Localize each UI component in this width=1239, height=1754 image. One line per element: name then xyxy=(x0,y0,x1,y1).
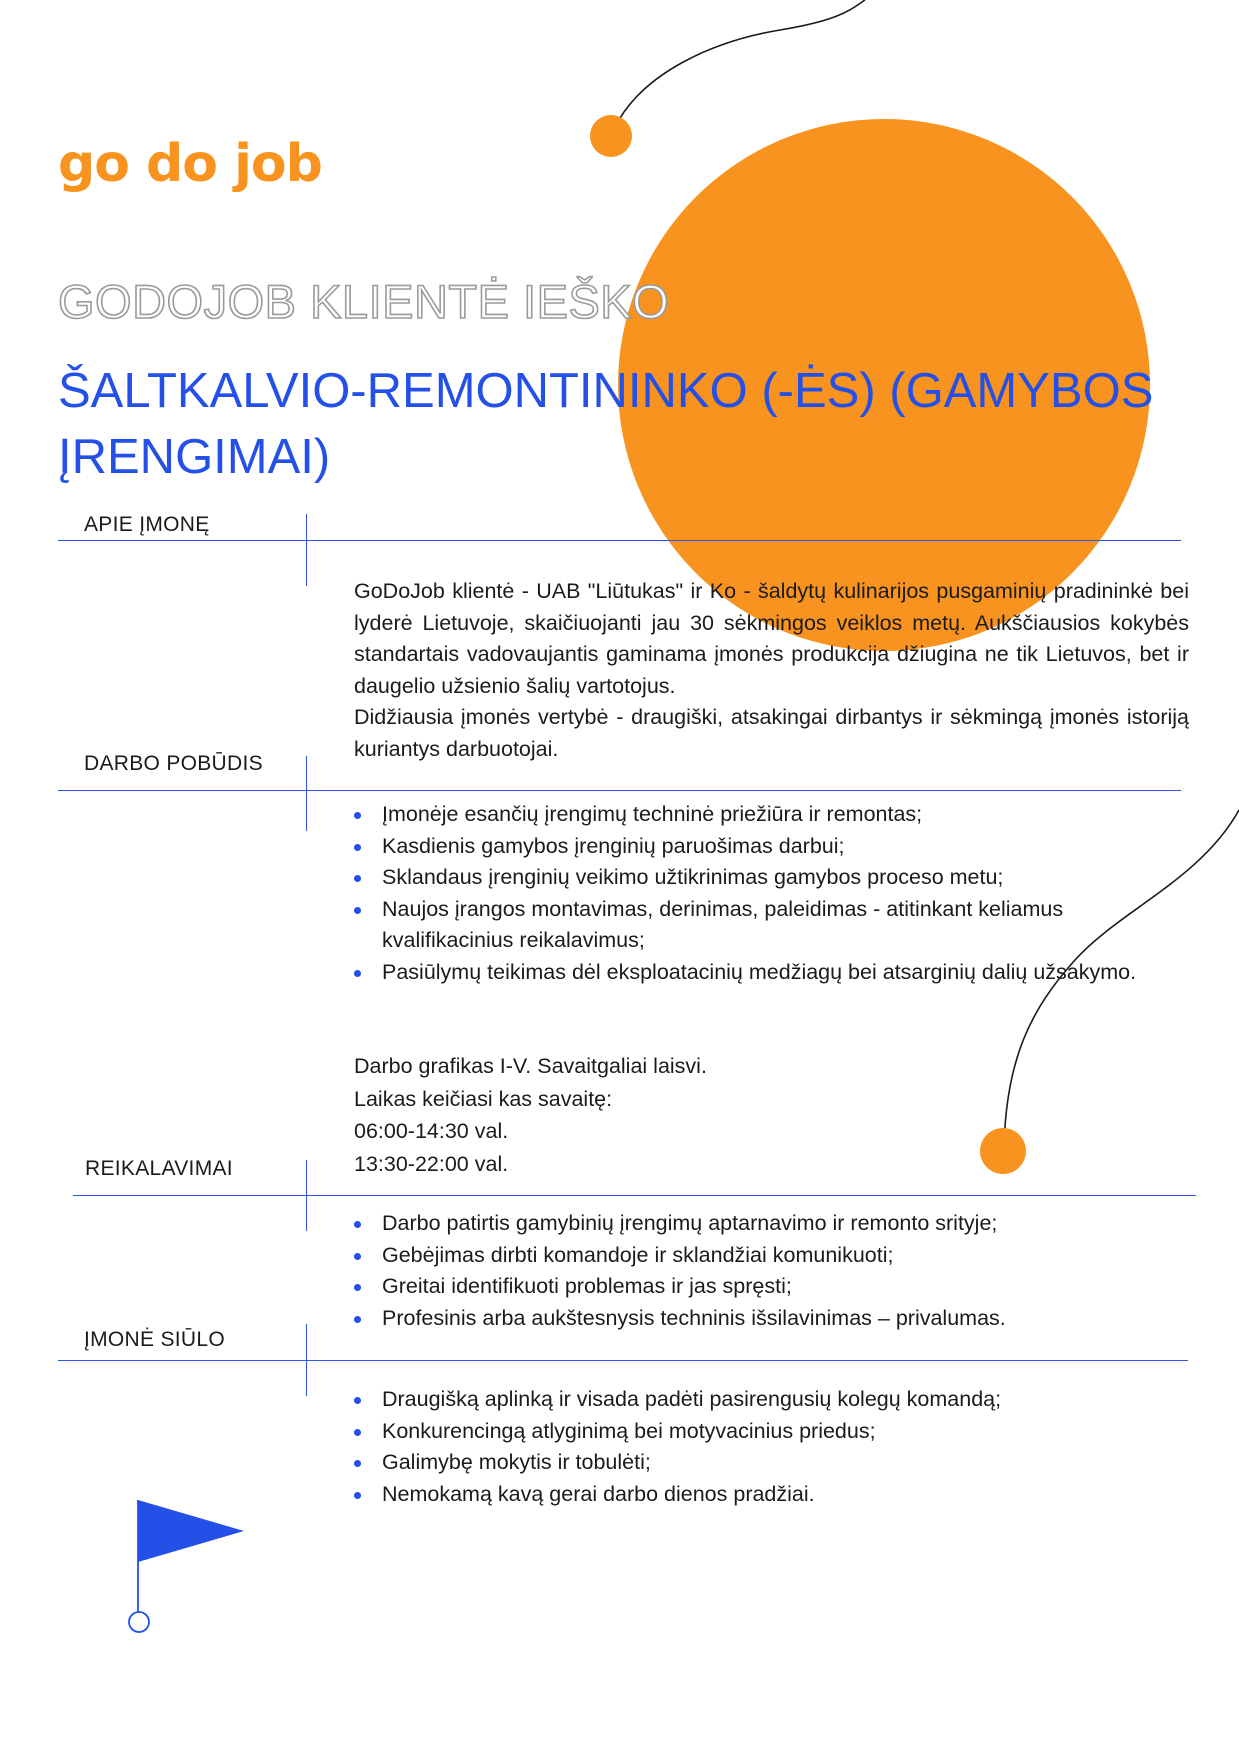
godojob-logo: go do job xyxy=(58,134,322,194)
about-paragraph-2: Didžiausia įmonės vertybė - draugiški, atsakingai dirbantys ir sėkmingą įmonės istoriją kuriantys darbuotojai. xyxy=(354,705,1189,761)
duties-list xyxy=(354,799,1154,988)
list-item: Sklandaus įrenginių veikimo užtikrinimas gamybos proceso metu; xyxy=(354,862,1154,894)
section-label-requirements: REIKALAVIMAI xyxy=(85,1157,233,1180)
section-tick-about xyxy=(306,514,307,586)
list-item: Konkurencingą atlyginimą bei motyvacinius priedus; xyxy=(354,1416,1174,1448)
section-divider-about xyxy=(58,540,1181,541)
job-title-line-1: ŠALTKALVIO-REMONTININKO (-ĖS) (GAMYBOS xyxy=(58,364,1154,418)
section-label-about: APIE ĮMONĘ xyxy=(84,513,210,536)
top-orange-dot xyxy=(590,115,632,157)
schedule-line: 13:30-22:00 val. xyxy=(354,1151,509,1176)
list-item: Darbo patirtis gamybinių įrengimų aptarnavimo ir remonto srityje; xyxy=(354,1208,1174,1240)
list-item: Nemokamą kavą gerai darbo dienos pradžiai. xyxy=(354,1479,1174,1511)
section-divider-requirements xyxy=(73,1195,1196,1196)
section-label-duties: DARBO POBŪDIS xyxy=(84,752,263,775)
top-curve-line xyxy=(612,0,865,133)
section-divider-offer xyxy=(58,1360,1188,1361)
section-divider-duties xyxy=(58,790,1181,791)
section-label-offer: ĮMONĖ SIŪLO xyxy=(84,1328,225,1351)
about-paragraph-1: GoDoJob klientė - UAB "Liūtukas" ir Ko - šaldytų kulinarijos pusgaminių pradininkė bei lyderė Lietuvoje, skaičiuojanti jau 30 sėkmingos veiklos metų. Aukščiausios kokybės standartais vadovaujantis gaminama įmonės produkcija džiugina ne tik Lietuvos, bet ir daugelio užsienio šalių vartotojus. xyxy=(354,579,1189,698)
list-item: Profesinis arba aukštesnysis techninis išsilavinimas – privalumas. xyxy=(354,1303,1174,1335)
list-item: Kasdienis gamybos įrenginių paruošimas darbui; xyxy=(354,831,1154,863)
section-tick-offer xyxy=(306,1324,307,1396)
bottom-orange-dot xyxy=(980,1128,1026,1174)
flag-icon xyxy=(129,1500,244,1632)
list-item: Pasiūlymų teikimas dėl eksploatacinių medžiagų bei atsarginių dalių užsakymo. xyxy=(354,957,1154,989)
work-schedule xyxy=(354,1050,707,1180)
job-title xyxy=(58,358,1178,490)
schedule-line: Laikas keičiasi kas savaitę: xyxy=(354,1086,613,1111)
about-company-text xyxy=(354,576,1189,765)
list-item: Gebėjimas dirbti komandoje ir sklandžiai komunikuoti; xyxy=(354,1240,1174,1272)
list-item: Įmonėje esančių įrengimų techninė priežiūra ir remontas; xyxy=(354,799,1154,831)
schedule-line: Darbo grafikas I-V. Savaitgaliai laisvi. xyxy=(354,1054,707,1078)
offer-list xyxy=(354,1384,1174,1510)
section-tick-requirements xyxy=(306,1160,307,1231)
list-item: Greitai identifikuoti problemas ir jas spręsti; xyxy=(354,1271,1174,1303)
requirements-list xyxy=(354,1208,1174,1334)
list-item: Galimybę mokytis ir tobulėti; xyxy=(354,1447,1174,1479)
job-title-line-2: ĮRENGIMAI) xyxy=(58,430,331,484)
list-item: Naujos įrangos montavimas, derinimas, paleidimas - atitinkant keliamus kvalifikacinius reikalavimus; xyxy=(354,894,1154,957)
section-tick-duties xyxy=(306,756,307,831)
schedule-line: 06:00-14:30 val. xyxy=(354,1119,509,1143)
page-kicker: GODOJOB KLIENTĖ IEŠKO xyxy=(58,275,670,328)
list-item: Draugišką aplinką ir visada padėti pasirengusių kolegų komandą; xyxy=(354,1384,1174,1416)
